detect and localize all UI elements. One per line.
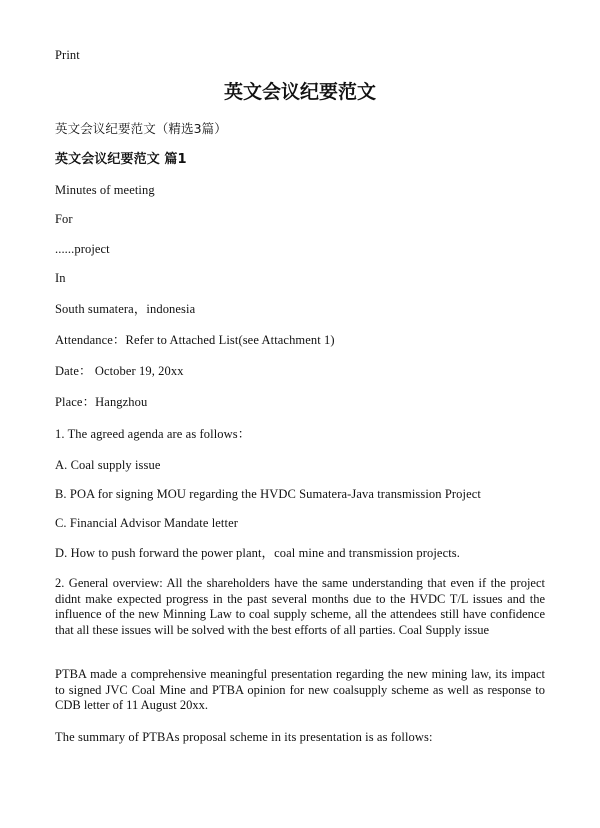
project-line: ......project	[55, 242, 110, 256]
date-line: Date： October 19, 20xx	[55, 364, 184, 378]
location-line: South sumatera，indonesia	[55, 302, 196, 316]
agenda-item-d: D. How to push forward the power plant，coal mine and transmission projects.	[55, 546, 460, 560]
in-line: In	[55, 271, 66, 285]
overview-paragraph: 2. General overview: All the shareholders have the same understanding that even if the project didnt make expected progress in the past several months due to the HVDC T/L issues and the influence of the new Minning Law to coal supply scheme, all the attendees still have confidence that all these issues will be solved with the best efforts of all parties. Coal Supply issue	[55, 576, 545, 637]
for-line: For	[55, 212, 73, 226]
agenda-item-b: B. POA for signing MOU regarding the HVDC Sumatera-Java transmission Project	[55, 487, 481, 501]
summary-line: The summary of PTBAs proposal scheme in its presentation is as follows:	[55, 730, 433, 744]
agenda-item-a: A. Coal supply issue	[55, 458, 161, 472]
section-heading: 英文会议纪要范文 篇1	[55, 152, 187, 167]
document-title: 英文会议纪要范文	[223, 81, 376, 103]
attendance-line: Attendance：Refer to Attached List(see Attachment 1)	[55, 333, 335, 347]
minutes-line: Minutes of meeting	[55, 183, 155, 197]
ptba-paragraph: PTBA made a comprehensive meaningful presentation regarding the new mining law, its impact to signed JVC Coal Mine and PTBA opinion for new coalsupply scheme as well as response to CDB letter of 11 August 20xx.	[55, 667, 545, 712]
agenda-item-c: C. Financial Advisor Mandate letter	[55, 516, 238, 530]
document-subtitle: 英文会议纪要范文（精选3篇）	[55, 121, 227, 136]
print-link[interactable]: Print	[55, 48, 80, 62]
agenda-intro: 1. The agreed agenda are as follows：	[55, 427, 251, 441]
place-line: Place：Hangzhou	[55, 395, 148, 409]
